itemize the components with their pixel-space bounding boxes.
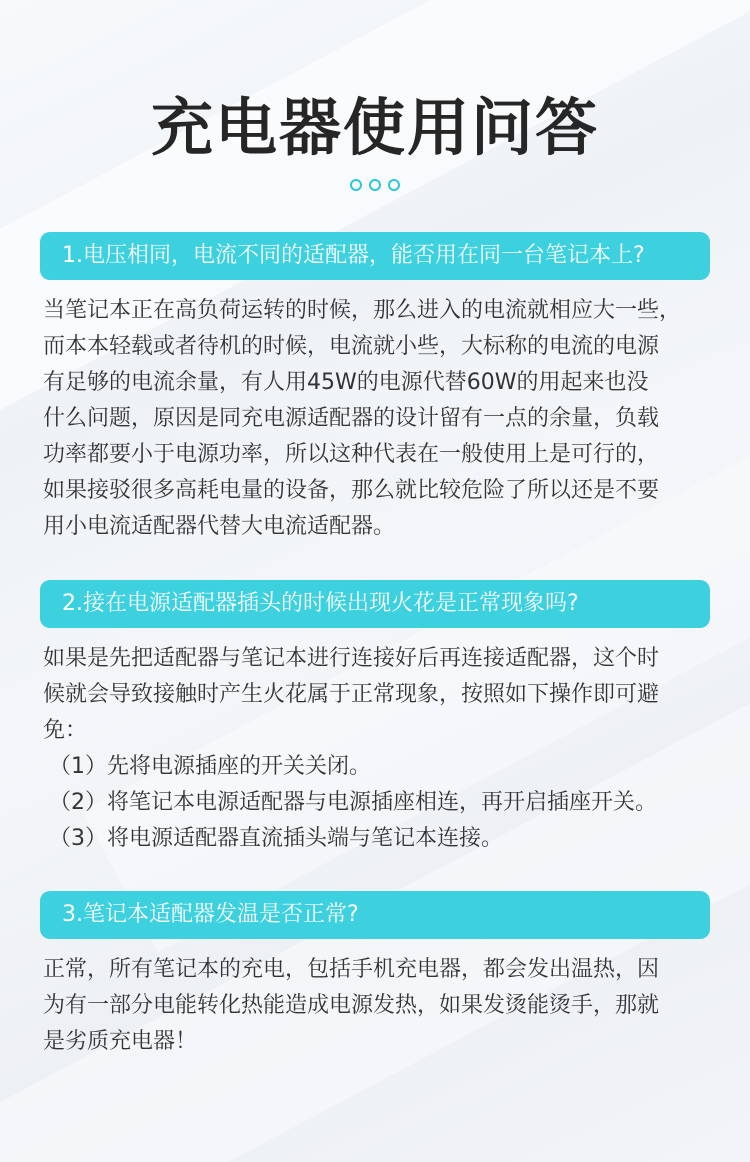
page-title: 充电器使用问答 xyxy=(150,91,599,164)
circle-icon xyxy=(350,179,362,191)
faq-answer-2 xyxy=(43,641,710,857)
faq-answer-1 xyxy=(43,293,710,545)
step-item: （1）先将电源插座的开关关闭。 xyxy=(49,754,371,779)
faq-question-3: 3.笔记本适配器发温是否正常? xyxy=(40,891,710,939)
answer-line: 功率都要小于电源功率，所以这种代表在一般使用上是可行的， xyxy=(43,442,660,467)
answer-line: 什么问题，原因是同充电源适配器的设计留有一点的余量，负载 xyxy=(43,406,660,431)
step-item: （3）将电源适配器直流插头端与笔记本连接。 xyxy=(49,826,503,851)
answer-line: 用小电流适配器代替大电流适配器。 xyxy=(43,514,396,539)
answer-line: 如果是先把适配器与笔记本进行连接好后再连接适配器，这个时 xyxy=(43,646,660,671)
answer-line: 有足够的电流余量，有人用45W的电源代替60W的用起来也没 xyxy=(43,370,649,395)
faq-section-2 xyxy=(40,580,710,857)
faq-answer-3 xyxy=(43,952,710,1060)
title-decoration-dots xyxy=(0,179,750,191)
answer-line: 如果接驳很多高耗电量的设备，那么就比较危险了所以还是不要 xyxy=(43,478,660,503)
answer-line: 是劣质充电器！ xyxy=(43,1029,198,1054)
faq-section-1 xyxy=(40,232,710,545)
answer-line: 正常，所有笔记本的充电，包括手机充电器，都会发出温热，因 xyxy=(43,957,660,982)
answer-line: 为有一部分电能转化热能造成电源发热，如果发烫能烫手，那就 xyxy=(43,993,660,1018)
answer-line: 免： xyxy=(43,718,88,743)
faq-question-1: 1.电压相同，电流不同的适配器，能否用在同一台笔记本上? xyxy=(40,232,710,280)
circle-icon xyxy=(369,179,381,191)
faq-section-3 xyxy=(40,891,710,1060)
faq-question-2: 2.接在电源适配器插头的时候出现火花是正常现象吗? xyxy=(40,580,710,628)
steps-list xyxy=(43,749,710,857)
step-item: （2）将笔记本电源适配器与电源插座相连，再开启插座开关。 xyxy=(49,790,657,815)
answer-line: 候就会导致接触时产生火花属于正常现象，按照如下操作即可避 xyxy=(43,682,660,707)
answer-line: 而本本轻载或者待机的时候，电流就小些，大标称的电流的电源 xyxy=(43,334,660,359)
answer-line: 当笔记本正在高负荷运转的时候，那么进入的电流就相应大一些， xyxy=(43,298,682,323)
circle-icon xyxy=(388,179,400,191)
